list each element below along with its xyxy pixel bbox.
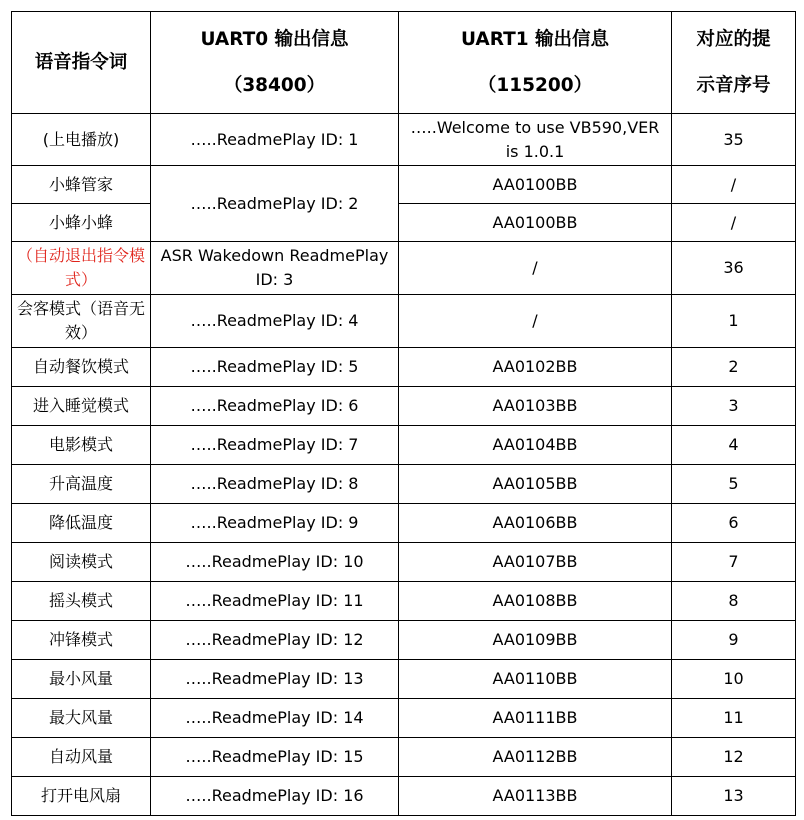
cell-uart1: AA0106BB (399, 504, 672, 543)
cell-command: 打开电风扇 (12, 777, 151, 816)
cell-command: 阅读模式 (12, 543, 151, 582)
table-row (12, 504, 796, 543)
cell-uart1: AA0112BB (399, 738, 672, 777)
table-row (12, 295, 796, 348)
header-prompt (672, 12, 796, 114)
cell-uart1: AA0100BB (399, 204, 672, 242)
cell-uart1: AA0102BB (399, 348, 672, 387)
cell-uart0: …..ReadmePlay ID: 16 (151, 777, 399, 816)
table-row (12, 465, 796, 504)
table-row (12, 387, 796, 426)
cell-uart0: …..ReadmePlay ID: 6 (151, 387, 399, 426)
header-uart1 (399, 12, 672, 114)
cell-command: 冲锋模式 (12, 621, 151, 660)
header-prompt-line1: 对应的提 (696, 28, 771, 50)
table-row (12, 777, 796, 816)
cell-uart0: …..ReadmePlay ID: 12 (151, 621, 399, 660)
cell-uart1: AA0111BB (399, 699, 672, 738)
table-row (12, 699, 796, 738)
voice-command-table (11, 11, 796, 816)
cell-command: 最大风量 (12, 699, 151, 738)
cell-prompt: / (672, 166, 796, 204)
cell-prompt: 9 (672, 621, 796, 660)
cell-command: 进入睡觉模式 (12, 387, 151, 426)
cell-command: 小蜂小蜂 (12, 204, 151, 242)
table-row (12, 348, 796, 387)
cell-uart1: AA0110BB (399, 660, 672, 699)
cell-uart1: …..Welcome to use VB590,VER is 1.0.1 (399, 114, 672, 166)
header-uart0 (151, 12, 399, 114)
cell-uart0: …..ReadmePlay ID: 2 (151, 166, 399, 242)
cell-uart0: …..ReadmePlay ID: 8 (151, 465, 399, 504)
cell-prompt: 7 (672, 543, 796, 582)
cell-prompt: 10 (672, 660, 796, 699)
cell-prompt: / (672, 204, 796, 242)
table-row (12, 660, 796, 699)
cell-prompt: 8 (672, 582, 796, 621)
header-uart1-title: UART1 输出信息 (460, 28, 610, 50)
cell-prompt: 11 (672, 699, 796, 738)
table-row (12, 543, 796, 582)
cell-prompt: 13 (672, 777, 796, 816)
table-row (12, 582, 796, 621)
cell-prompt: 2 (672, 348, 796, 387)
table-row (12, 242, 796, 295)
cell-command: 最小风量 (12, 660, 151, 699)
cell-uart1: / (399, 242, 672, 295)
cell-uart0: …..ReadmePlay ID: 10 (151, 543, 399, 582)
cell-uart1: AA0100BB (399, 166, 672, 204)
cell-prompt: 12 (672, 738, 796, 777)
cell-prompt: 6 (672, 504, 796, 543)
cell-uart0: …..ReadmePlay ID: 9 (151, 504, 399, 543)
table-row (12, 738, 796, 777)
cell-command: 小蜂管家 (12, 166, 151, 204)
cell-command: 自动风量 (12, 738, 151, 777)
header-cmd: 语音指令词 (12, 12, 151, 114)
cell-prompt: 36 (672, 242, 796, 295)
header-uart0-title: UART0 输出信息 (200, 28, 349, 50)
cell-uart0: …..ReadmePlay ID: 1 (151, 114, 399, 166)
cell-uart0: ASR Wakedown ReadmePlay ID: 3 (151, 242, 399, 295)
cell-uart0: …..ReadmePlay ID: 14 (151, 699, 399, 738)
table-row (12, 426, 796, 465)
cell-prompt: 35 (672, 114, 796, 166)
cell-prompt: 3 (672, 387, 796, 426)
cell-uart1: AA0103BB (399, 387, 672, 426)
cell-uart0: …..ReadmePlay ID: 5 (151, 348, 399, 387)
table-row (12, 621, 796, 660)
cell-command: 电影模式 (12, 426, 151, 465)
header-uart1-baud: （115200） (477, 74, 593, 96)
cell-prompt: 4 (672, 426, 796, 465)
cell-uart0: …..ReadmePlay ID: 15 (151, 738, 399, 777)
cell-uart0: …..ReadmePlay ID: 11 (151, 582, 399, 621)
cell-command: 降低温度 (12, 504, 151, 543)
cell-uart0: …..ReadmePlay ID: 7 (151, 426, 399, 465)
cell-command: 摇头模式 (12, 582, 151, 621)
header-row (12, 12, 796, 114)
cell-command: 会客模式（语音无效） (12, 295, 151, 348)
table-row (12, 204, 796, 242)
cell-command: （自动退出指令模式） (12, 242, 151, 295)
cell-uart1: / (399, 295, 672, 348)
cell-uart1: AA0104BB (399, 426, 672, 465)
cell-prompt: 5 (672, 465, 796, 504)
cell-uart1: AA0105BB (399, 465, 672, 504)
cell-uart1: AA0107BB (399, 543, 672, 582)
cell-uart1: AA0113BB (399, 777, 672, 816)
table-row (12, 114, 796, 166)
cell-command: 升高温度 (12, 465, 151, 504)
cell-uart0: …..ReadmePlay ID: 13 (151, 660, 399, 699)
cell-uart0: …..ReadmePlay ID: 4 (151, 295, 399, 348)
table-row (12, 166, 796, 204)
cell-prompt: 1 (672, 295, 796, 348)
cell-uart1: AA0109BB (399, 621, 672, 660)
header-uart0-baud: （38400） (223, 74, 326, 96)
cell-command: 自动餐饮模式 (12, 348, 151, 387)
cell-command: (上电播放) (12, 114, 151, 166)
header-prompt-line2: 示音序号 (696, 74, 771, 96)
cell-uart1: AA0108BB (399, 582, 672, 621)
